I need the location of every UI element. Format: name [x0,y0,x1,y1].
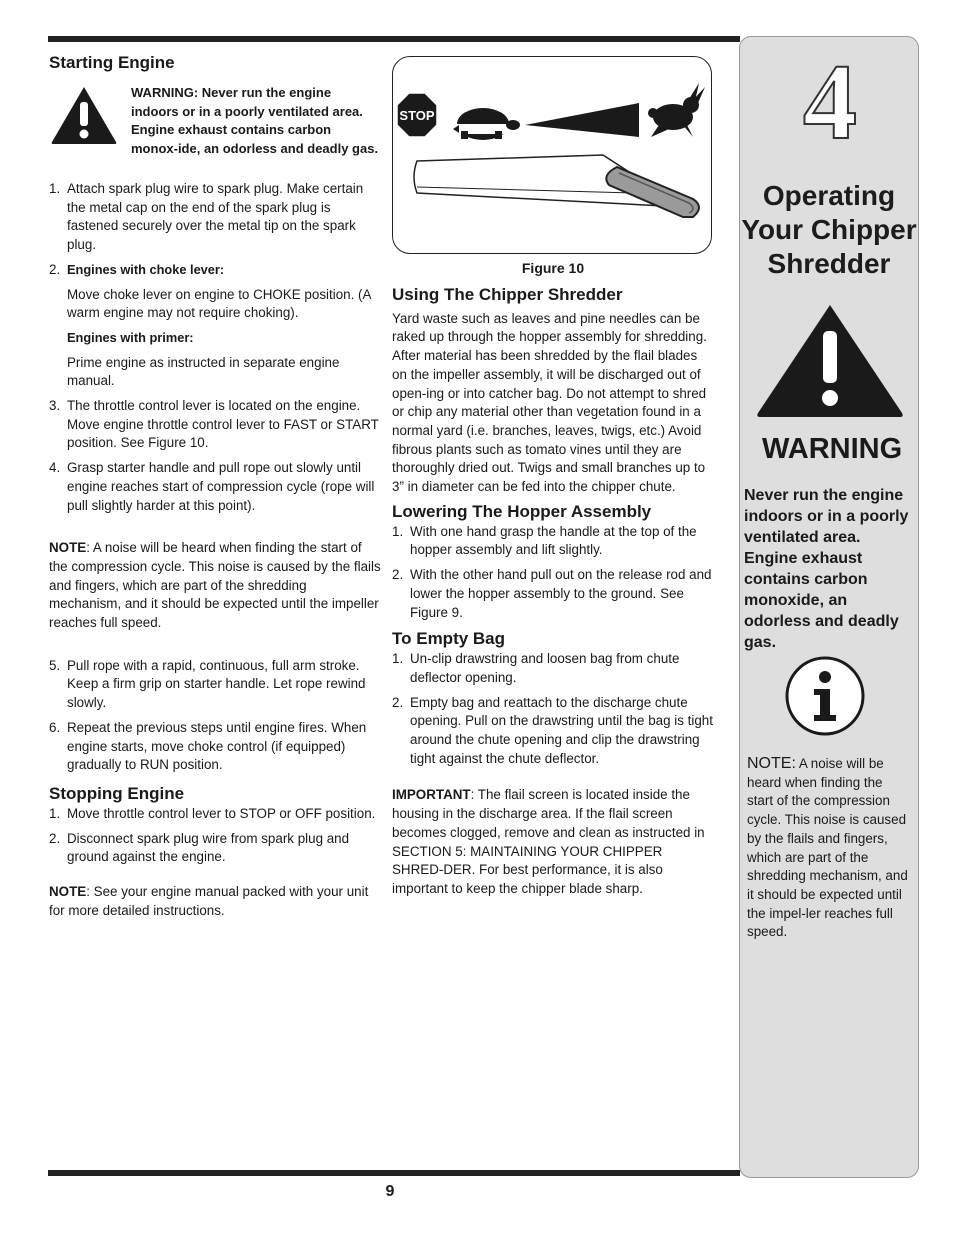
list-item: 2. Empty bag and reattach to the discharge chute opening. Pull on the drawstring until the bag is tight around the chute opening and clip the drawstring tight against the chute deflector. [392,694,713,766]
turtle-icon [453,108,520,140]
figure-caption: Figure 10 [521,260,585,276]
section-title-empty-bag: To Empty Bag [392,629,506,649]
list-item: 6. Repeat the previous steps until engine fires. When engine starts, move choke control (if equipped) gradually to RUN position. [49,719,367,773]
section-title-stopping-engine: Stopping Engine [49,783,185,803]
list-item: 2. With the other hand pull out on the release rod and lower the hopper assembly to the ground. See Figure 9. [392,567,712,620]
column-middle [392,56,714,899]
chapter-sidebar [739,36,919,1178]
column-left [49,52,381,921]
list-item: 1. With one hand grasp the handle at the top of the hopper assembly and lift slightly. [392,523,697,558]
list-item: 1. Move throttle control lever to STOP or OFF position. [49,805,376,821]
chapter-title: Operating Your Chipper Shredder [741,180,917,279]
warning-box [49,84,381,158]
list-item: 1. Un-clip drawstring and loosen bag from chute deflector opening. [392,651,680,685]
list-item: 5. Pull rope with a rapid, continuous, full arm stroke. Keep a firm grip on starter handle. Let rope rewind slowly. [49,657,366,711]
sidebar-warning-text: Never run the engine indoors or in a poorly ventilated area. Engine exhaust contains carbon monoxide, an odorless and deadly gas. [744,487,909,651]
primer-heading: Engines with primer: [67,329,194,345]
bottom-rule [48,1170,740,1176]
rabbit-icon [648,83,705,137]
emptybag-steps [392,650,714,768]
list-item: 2. Disconnect spark plug wire from spark plug and ground against the engine. [49,830,350,865]
starting-steps-c [49,657,381,775]
starting-steps-a [49,180,381,280]
throttle-illustration [393,57,711,253]
warning-triangle-large-icon [754,301,906,421]
info-icon [784,655,866,737]
stopping-note: NOTE: See your engine manual packed with your unit for more detailed instructions. [49,884,369,918]
list-item: 2. Engines with choke lever: [49,261,225,277]
stop-label: STOP [399,108,435,123]
top-rule [48,36,740,42]
choke-text: Move choke lever on engine to CHOKE position. (A warm engine may not require choking). [67,286,371,321]
list-item: 4. Grasp starter handle and pull rope out slowly until engine reaches start of compression cycle (rope will pull slightly harder at this point). [49,460,375,513]
lowering-steps [392,523,714,623]
primer-text: Prime engine as instructed in separate engine manual. [67,354,340,389]
list-item: 3. The throttle control lever is located on the engine. Move engine throttle control lever to FAST or START position. See Figure 10. [49,398,379,451]
stopping-steps [49,805,381,867]
sidebar-note: NOTE: A noise will be heard when finding the start of the compression cycle. This noise is caused by the flails and fingers, which are part of the shredding mechanism, and it should be expected until the impel-ler reaches full speed. [747,755,908,940]
important-note: IMPORTANT: The flail screen is located inside the housing in the discharge area. If the flail screen becomes clogged, remove and clean as instructed in SECTION 5: MAINTAINING YOUR CHIPPER SHRED-DER. For best performance, it is also important to keep the chipper blade sharp. [392,787,705,896]
speed-wedge-icon [525,103,639,137]
warning-text: WARNING: Never run the engine indoors or in a poorly ventilated area. Engine exhaust contains carbon monox-ide, an odorless and deadly gas. [131,85,379,156]
chapter-number: 4 [803,43,857,162]
page-number: 9 [385,1183,395,1200]
section-title-lowering: Lowering The Hopper Assembly [392,501,652,521]
section-title-starting-engine: Starting Engine [49,53,175,72]
warning-heading: WARNING [762,433,903,465]
list-item: 1. Attach spark plug wire to spark plug. Make certain the metal cap on the end of the spark plug is fastened securely over the metal tip on the spark plug. [49,181,364,253]
starting-steps-b [49,397,381,515]
figure-10 [392,56,712,254]
warning-triangle-icon [49,84,119,146]
using-text: Yard waste such as leaves and pine needles can be raked up through the hopper assembly for shredding. After material has been shredded by the flail blades on the impeller assembly, it will be discharged out of open-ing or into catcher bag. Do not attempt to shred or chip any material other than vegetation found in a normal yard (i.e. branches, leaves, twigs, etc.) Avoid fibrous plants such as tomato vines until they are thoroughly dried out. Twigs and small branches up to 3” in diameter can be fed into the chipper chute. [392,310,707,495]
starting-note: NOTE: A noise will be heard when finding the start of the compression cycle. This noise is caused by the flails and fingers, which are part of the shredding mechanism, and it should be expected until the impeller reaches full speed. [49,540,381,631]
section-title-using: Using The Chipper Shredder [392,284,623,304]
